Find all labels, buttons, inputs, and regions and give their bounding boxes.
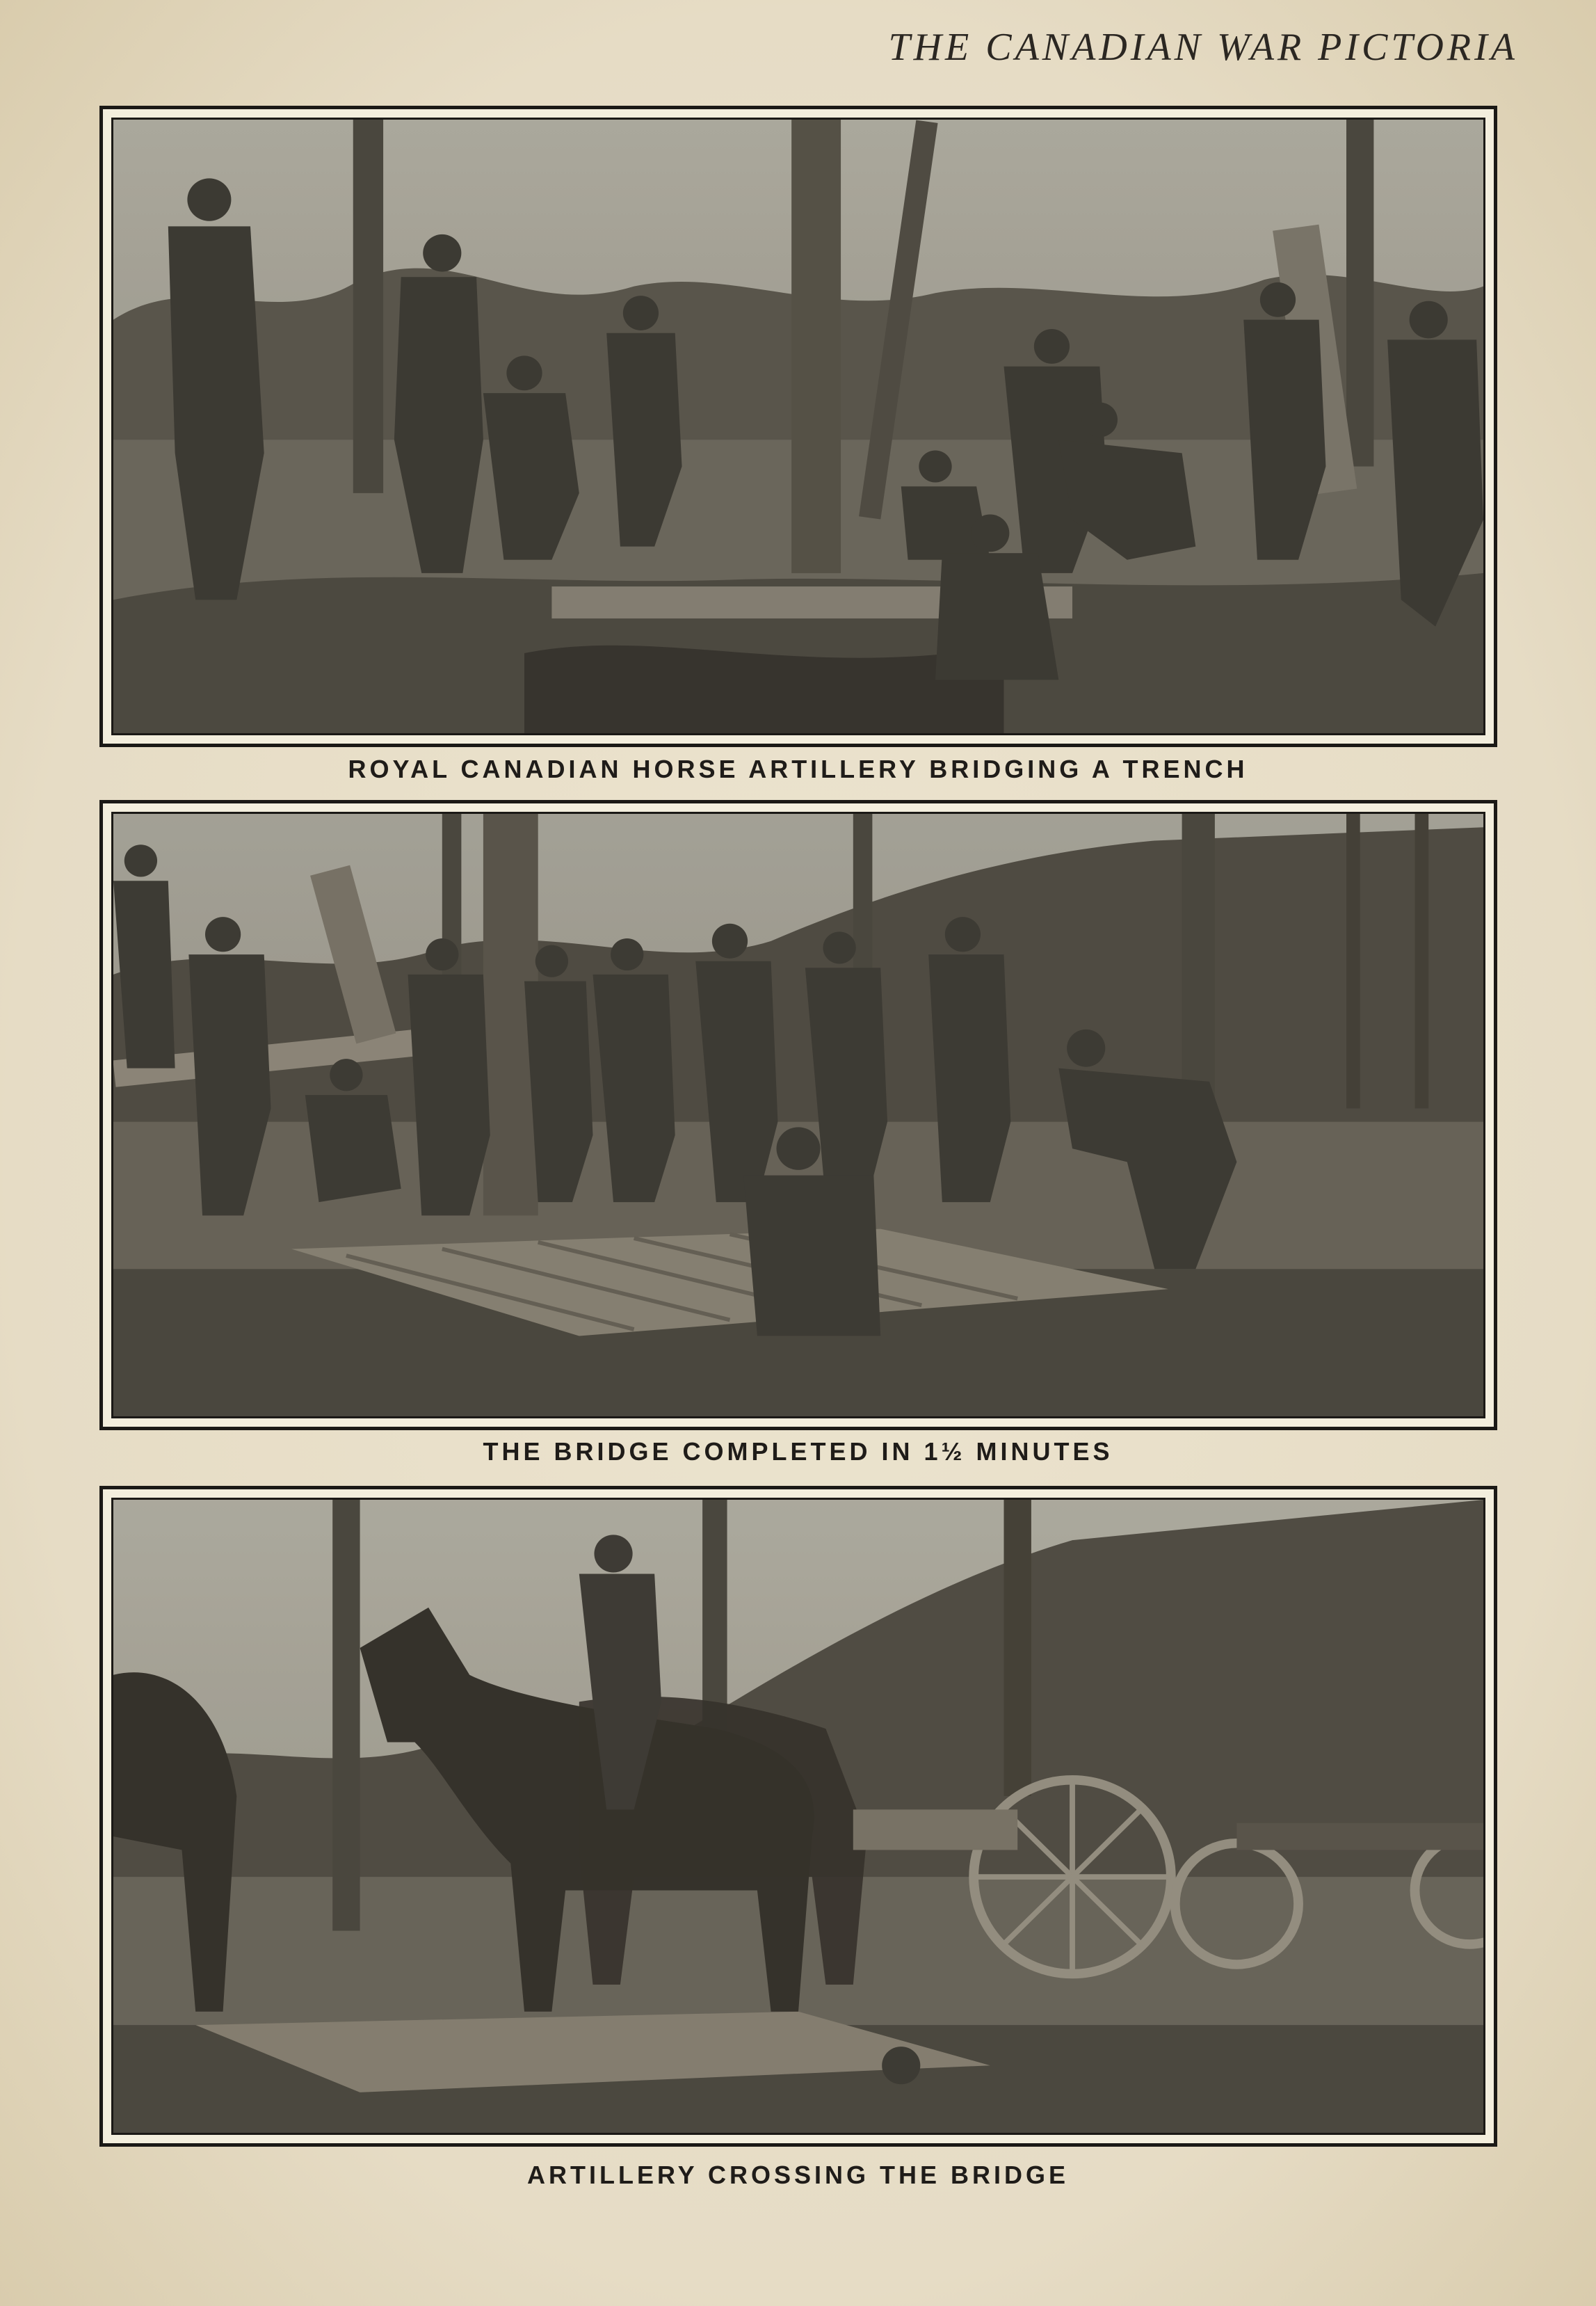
photo-3-image — [113, 1500, 1483, 2133]
photo-frame-2 — [99, 800, 1497, 1430]
photo-3 — [111, 1498, 1485, 2135]
photo-frame-1 — [99, 106, 1497, 747]
photo-1 — [111, 118, 1485, 735]
photo-3-caption: ARTILLERY CROSSING THE BRIDGE — [526, 2161, 1070, 2189]
publication-title: THE CANADIAN WAR PICTORIA — [888, 26, 1518, 69]
photo-2-image — [113, 814, 1483, 1416]
photo-1-image — [113, 120, 1483, 733]
photo-2-caption: THE BRIDGE COMPLETED IN 1½ MINUTES — [483, 1437, 1113, 1466]
photo-1-caption: ROYAL CANADIAN HORSE ARTILLERY BRIDGING A TRENCH — [348, 755, 1248, 783]
photo-2 — [111, 812, 1485, 1418]
photo-frame-3 — [99, 1486, 1497, 2147]
